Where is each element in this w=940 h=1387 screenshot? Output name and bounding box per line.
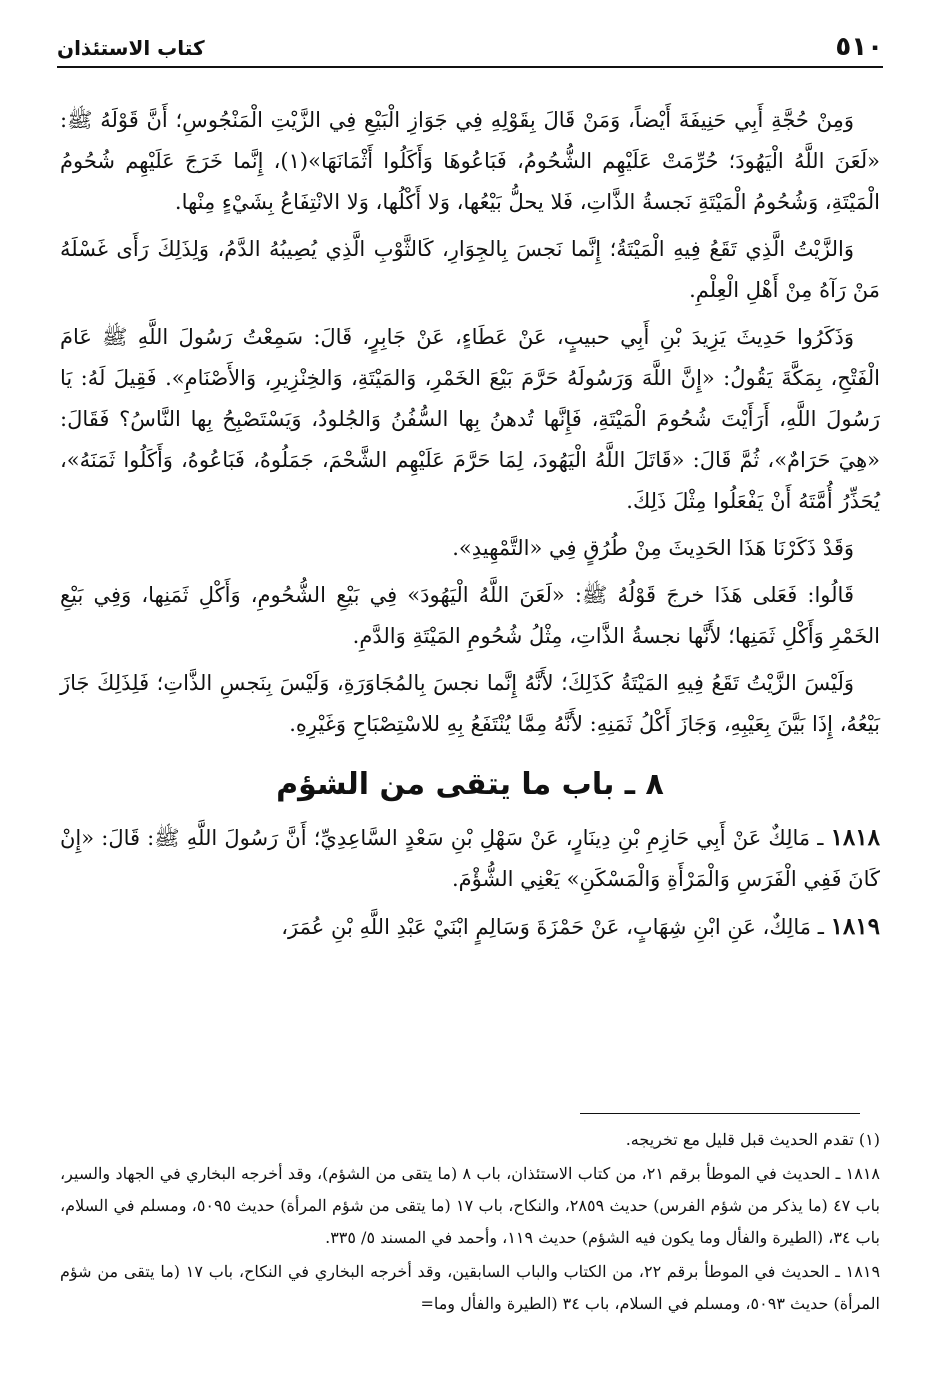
paragraph: وَمِنْ حُجَّةِ أَبِي حَنِيفَةَ أَيْضاً، وَمَنْ قَالَ بِقَوْلِهِ فِي جَوَازِ الْبَيْعِ فِي الزَّيْتِ الْمَنْجُوسِ؛ أَنَّ قَوْلَهُ ﷺ: «لَعَنَ اللَّهُ الْيَهُودَ؛ حُرِّمَتْ عَلَيْهِم الشُّحُومُ، فَبَاعُوهَا وَأَكَلُوا أَثْمَانَهَا»(١)، إِنَّما خَرَجَ عَلَيْهِم شُحُومُ الْمَيْتَةِ، وَشُحُومُ الْمَيْتَةِ نَجسةُ الذَّاتِ، فَلا يحلُّ بَيْعُها، وَلا أَكْلُها، وَلا الانْتِفَاعُ بِشَيْءٍ مِنْها. — [60, 108, 880, 214]
hadith-number: ١٨١٨ — [830, 824, 880, 851]
hadith-number: ١٨١٩ — [830, 913, 880, 940]
footnote: (١) تقدم الحديث قبل قليل مع تخريجه. — [625, 1130, 880, 1149]
footnote-divider — [580, 1113, 860, 1114]
paragraph: وَلَيْسَ الزَّيْتُ تَقَعُ فِيهِ المَيْتَةُ كَذَلِكَ؛ لأَنَّهُ إِنَّما نجسَ بِالمُجَاوَرَةِ، وَلَيْسَ بِنَجسِ الذَّاتِ؛ فَلِذَلِكَ جَازَ بَيْعُهُ، إِذَا بَيَّنَ بِعَيْبِهِ، وَجَازَ أَكْلُ ثَمَنِهِ: لأَنَّهُ مِمَّا يُنْتَفَعُ بِهِ للاسْتِصْبَاحِ وَغَيْرِهِ. — [60, 671, 880, 736]
hadith-paragraph — [60, 906, 880, 948]
hadith-text: ـ مَالِكٌ، عَنِ ابْنِ شِهَابٍ، عَنْ حَمْزَةَ وَسَالِمٍ ابْنَيْ عَبْدِ اللَّهِ بْنِ عُمَرَ، — [281, 915, 824, 939]
footnote: ١٨١٩ ـ الحديث في الموطأ برقم ٢٢، من الكتاب والباب السابقين، وقد أخرجه البخاري في النكاح، باب ١٧ (ما يتقى من شؤم المرأة) حديث ٥٠٩٣، ومسلم في السلام، باب ٣٤ (الطيرة والفأل وما= — [60, 1262, 881, 1313]
book-title: كتاب الاستئذان — [57, 36, 205, 60]
hadith-paragraph — [60, 817, 880, 900]
paragraph: وَقَدْ ذَكَرْنَا هَذَا الحَدِيثَ مِنْ طُرُقٍ فِي «التَّمْهِيدِ». — [452, 536, 854, 560]
hadith-text: ـ مَالِكٌ عَنْ أَبِي حَازِمِ بْنِ دِينَارٍ، عَنْ سَهْلِ بْنِ سَعْدٍ السَّاعِدِيِّ؛ أَنَّ رَسُولَ اللَّهِ ﷺ: قَالَ: «إِنْ كَانَ فَفِي الْفَرَسِ وَالْمَرْأَةِ وَالْمَسْكَنِ» يَعْنِي الشُّؤْمَ. — [60, 826, 880, 891]
header-rule — [57, 66, 883, 68]
section-heading: ٨ ـ باب ما يتقى من الشؤم — [276, 767, 664, 802]
main-text — [60, 100, 880, 954]
running-header — [57, 32, 883, 72]
footnote: ١٨١٨ ـ الحديث في الموطأ برقم ٢١، من كتاب الاستئذان، باب ٨ (ما يتقى من الشؤم)، وقد أخرجه البخاري في الجهاد والسير، باب ٤٧ (ما يذكر من شؤم الفرس) حديث ٢٨٥٩، والنكاح، باب ١٧ (ما يتقى من شؤم المرأة) حديث ٥٠٩٥، ومسلم في السلام، باب ٣٤، (الطيرة والفأل وما يكون فيه الشؤم) حديث ١١٩، وأحمد في المسند ٥/ ٣٣٥. — [60, 1164, 881, 1247]
paragraph: وَذَكَرُوا حَدِيثَ يَزِيدَ بْنِ أَبِي حبيبٍ، عَنْ عَطَاءٍ، عَنْ جَابِرٍ، قَالَ: سَمِعْتُ رَسُولَ اللَّهِ ﷺ عَامَ الْفَتْحِ، بِمَكَّةَ يَقُولُ: «إِنَّ اللَّهَ وَرَسُولَهُ حَرَّمَ بَيْعَ الخَمْرِ، وَالمَيْتَةِ، وَالخِنْزِيرِ، وَالأَصْنَامِ». فَقِيلَ لَهُ: يَا رَسُولَ اللَّهِ، أَرَأَيْتَ شُحُومَ الْمَيْتَةِ، فَإِنَّها تُدهنُ بِها السُّفُنُ وَالجُلودُ، وَيَسْتَصْبِحُ بِها النَّاسُ؟ فَقَالَ: «هِيَ حَرَامٌ»، ثُمَّ قَالَ: «قَاتَلَ اللَّهُ الْيَهُودَ، لِمَا حَرَّمَ عَلَيْهِم الشَّحْمَ، جَمَلُوهُ، فَبَاعُوهُ، وَأَكَلُوا ثَمَنَهُ»، يُحَذِّرُ أُمَّتَهُ أَنْ يَفْعَلُوا مِثْلَ ذَلِكَ. — [60, 325, 880, 513]
footnotes — [60, 1124, 880, 1322]
page-number: ٥١٠ — [835, 32, 883, 62]
paragraph: وَالزَّيْتُ الَّذِي تَقَعُ فِيهِ الْمَيْتَةُ؛ إِنَّما نَجسَ بِالجِوَارِ، كَالثَّوْبِ الَّذِي يُصِيبُهُ الدَّمُ، وَلِذَلِكَ رَأَى غَسْلَهُ مَنْ رَآهُ مِنْ أَهْلِ الْعِلْمِ. — [60, 237, 880, 302]
paragraph: قَالُوا: فَعَلى هَذَا خرجَ قَوْلُهُ ﷺ: «لَعَنَ اللَّهُ الْيَهُودَ» فِي بَيْعِ الشُّحُومِ، وَأَكْلِ ثَمَنِها، وَفِي بَيْعِ الخَمْرِ وَأَكْلِ ثَمَنِها؛ لأَنَّها نجسةُ الذَّاتِ، مِثْلُ شُحُومِ المَيْتَةِ وَالدَّمِ. — [60, 583, 880, 648]
